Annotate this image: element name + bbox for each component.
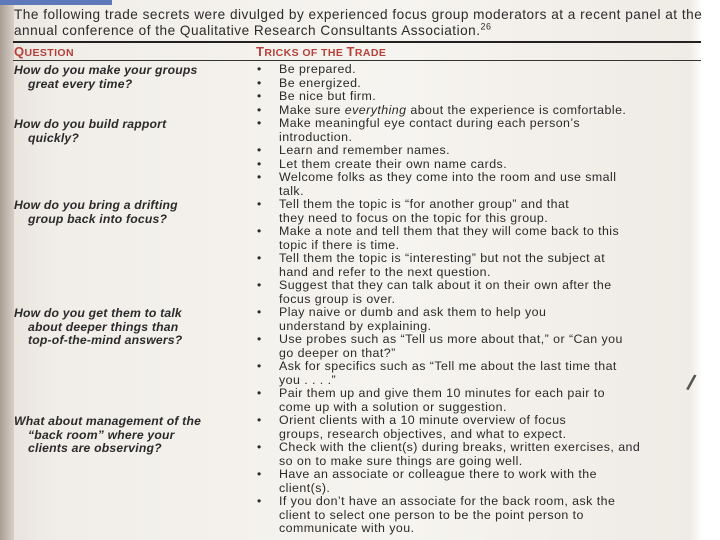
question-build-rapport: How do you build rapport quickly?: [14, 117, 167, 145]
bullet-icon: •: [257, 89, 262, 103]
list-item: • Suggest that they can talk about it on their own after the focus group is over.: [257, 278, 612, 306]
list-item: • Pair them up and give them 10 minutes for each pair to come up with a solution or suggestion.: [257, 386, 605, 414]
list-item: • Orient clients with a 10 minute overview of focus groups, research objectives, and what to expect.: [257, 413, 567, 441]
bullet-icon: •: [257, 156, 262, 171]
bullet-icon: •: [257, 467, 262, 481]
tricks-list: [255, 63, 700, 536]
list-item: • If you don’t have an associate for the back room, ask the client to select one person to be the point person to communicate with you.: [257, 494, 616, 535]
question-drifting-group: How do you bring a drifting group back into focus?: [14, 198, 178, 226]
column-header-question: QUESTION: [14, 44, 74, 59]
top-color-strip: [0, 0, 112, 5]
bullet-icon: •: [257, 102, 262, 117]
list-item: • Have an associate or colleague there to work with the client(s).: [257, 467, 597, 495]
list-item: • Let them create their own name cards.: [257, 156, 508, 171]
list-item: • Play naive or dumb and ask them to help you understand by explaining.: [257, 305, 547, 333]
table-header-rule: [13, 60, 701, 61]
bullet-icon: •: [257, 224, 262, 238]
page-right-margin: [702, 0, 720, 540]
bullet-icon: •: [257, 494, 262, 508]
list-item: • Ask for specifics such as “Tell me about the last time that you . . . .”: [257, 359, 617, 387]
question-deeper-answers: How do you get them to talk about deeper things than top-of-the-mind answers?: [14, 306, 183, 347]
list-item: • Make a note and tell them that they will come back to this topic if there is time.: [257, 224, 620, 252]
bullet-icon: •: [257, 305, 262, 319]
bullet-icon: •: [257, 116, 262, 130]
footnote-marker: 26: [480, 21, 492, 32]
bullet-icon: •: [257, 251, 262, 265]
list-item: • Be nice but firm.: [257, 89, 377, 103]
list-item: • Check with the client(s) during breaks, written exercises, and so on to make sure things are going well.: [257, 440, 641, 468]
question-make-groups-great: How do you make your groups great every time?: [14, 63, 198, 91]
margin-pencil-mark: /: [684, 369, 698, 396]
bullet-icon: •: [257, 278, 262, 292]
list-item: • Welcome folks as they come into the room and use small talk.: [257, 170, 617, 198]
list-item: • Make meaningful eye contact during each person’s introduction.: [257, 116, 581, 144]
column-header-tricks: TRICKS OF THE TRADE: [256, 44, 387, 59]
bullet-icon: •: [257, 62, 262, 76]
table-top-rule: [13, 41, 701, 43]
bullet-icon: •: [257, 170, 262, 184]
bullet-icon: •: [257, 332, 262, 346]
list-item: • Tell them the topic is “for another group” and that they need to focus on the topic for this group.: [257, 197, 570, 225]
intro-paragraph: [14, 7, 704, 39]
intro-text: The following trade secrets were divulged by experienced focus group moderators at a recent panel at the annual conference of the Qualitative Research Consultants Association.: [14, 7, 703, 38]
question-back-room: What about management of the “back room” where your clients are observing?: [14, 414, 202, 455]
list-item: • Be prepared.: [257, 62, 357, 76]
page-gutter-shadow: [0, 0, 14, 540]
bullet-icon: •: [257, 386, 262, 400]
list-item: • Tell them the topic is “interesting” but not the subject at hand and refer to the next question.: [257, 251, 606, 279]
bullet-icon: •: [257, 359, 262, 373]
bullet-icon: •: [257, 197, 262, 211]
list-item: • Make sure everything about the experience is comfortable.: [257, 102, 627, 117]
bullet-icon: •: [257, 143, 262, 157]
bullet-icon: •: [257, 440, 262, 454]
bullet-icon: •: [257, 413, 262, 427]
list-item: • Use probes such as “Tell us more about that,” or “Can you go deeper on that?”: [257, 332, 623, 360]
bullet-icon: •: [257, 75, 262, 90]
list-item: • Learn and remember names.: [257, 143, 451, 157]
list-item: • Be energized.: [257, 75, 362, 90]
